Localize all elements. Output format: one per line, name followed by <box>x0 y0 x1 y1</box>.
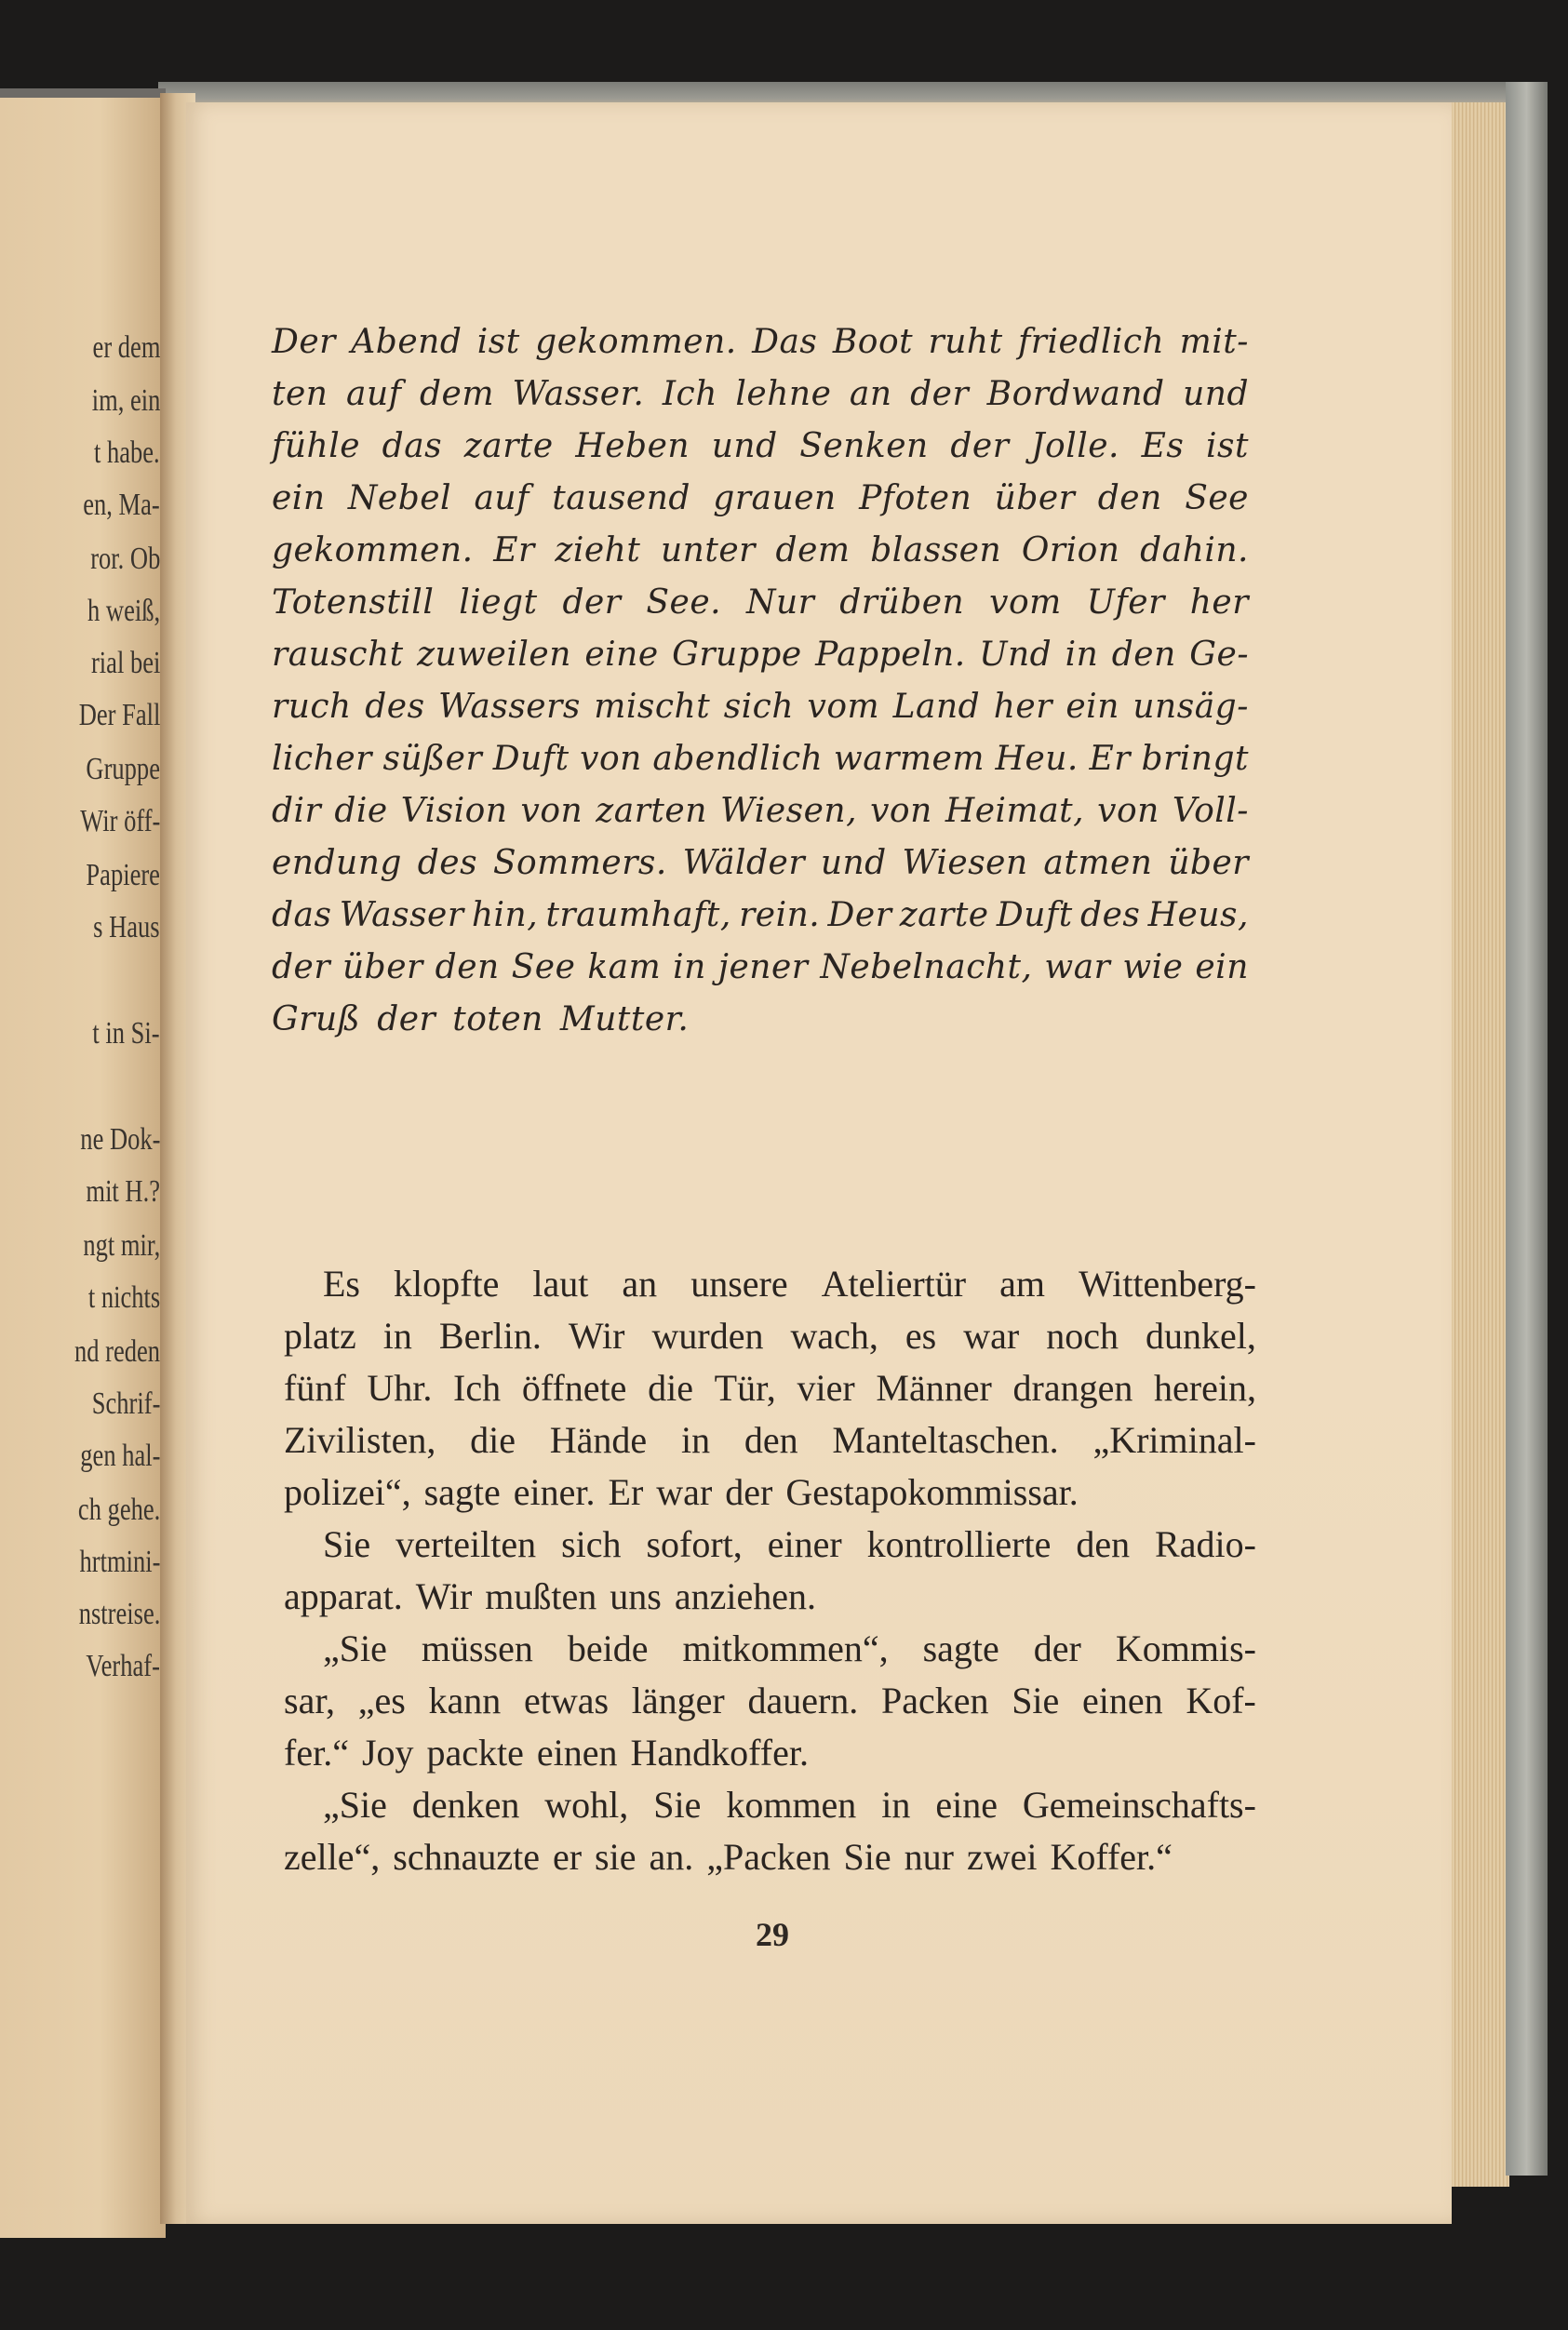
left-page-line: t nichts <box>87 1280 160 1315</box>
text-line: ein Nebel auf tausend grauen Pfoten über den See <box>272 479 1249 517</box>
book-cover-edge <box>1506 82 1548 2176</box>
left-page-line: Papiere <box>86 858 160 892</box>
text-line: dir die Vision von zarten Wiesen, von Heimat, von Voll- <box>272 792 1249 830</box>
left-page-line: nd reden <box>74 1334 160 1369</box>
text-line: licher süßer Duft von abendlich warmem Heu. Er bringt <box>272 740 1249 778</box>
text-line: ruch des Wassers mischt sich vom Land her ein unsäg- <box>272 688 1249 726</box>
page-number: 29 <box>756 1916 789 1953</box>
text-line: Zivilisten, die Hände in den Manteltaschen. „Kriminal- <box>284 1419 1256 1461</box>
text-line: der über den See kam in jener Nebelnacht, war wie ein <box>272 948 1249 986</box>
text-line: sar, „es kann etwas länger dauern. Packen Sie einen Kof- <box>284 1680 1256 1721</box>
left-page-line: hrtmini- <box>79 1545 160 1579</box>
left-page-line: mit H.? <box>86 1174 160 1209</box>
left-page-line: Wir öff- <box>79 804 160 838</box>
text-line: polizei“, sagte einer. Er war der Gestapokommissar. <box>284 1471 1079 1513</box>
text-line: fer.“ Joy packte einen Handkoffer. <box>284 1732 809 1774</box>
text-line: platz in Berlin. Wir wurden wach, es war noch dunkel, <box>284 1315 1256 1357</box>
left-page-line: ngt mir, <box>83 1228 160 1263</box>
italic-paragraph <box>272 316 1249 1046</box>
text-line: fühle das zarte Heben und Senken der Jolle. Es ist <box>272 427 1249 465</box>
left-page-line: er dem <box>92 330 160 365</box>
text-line: rauscht zuweilen eine Gruppe Pappeln. Und in den Ge- <box>272 636 1249 674</box>
text-line: Der Abend ist gekommen. Das Boot ruht friedlich mit- <box>272 323 1249 361</box>
left-page-line: ch gehe. <box>77 1493 160 1527</box>
left-page-line: s Haus <box>93 910 160 944</box>
left-page-line: t in Si- <box>92 1016 160 1051</box>
body-text <box>284 1258 1256 1883</box>
left-page-line: h weiß, <box>87 594 160 628</box>
left-page-line: gen hal- <box>79 1439 160 1473</box>
left-page-line: nstreise. <box>78 1597 160 1631</box>
text-line: fünf Uhr. Ich öffnete die Tür, vier Männer drangen herein, <box>284 1367 1256 1409</box>
left-page-line: Der Fall <box>78 698 160 732</box>
text-line: Gruß der toten Mutter. <box>272 1000 690 1038</box>
text-line: Totenstill liegt der See. Nur drüben vom Ufer her <box>272 583 1249 622</box>
text-line: gekommen. Er zieht unter dem blassen Orion dahin. <box>272 531 1249 569</box>
left-page-line: rial bei <box>90 646 160 680</box>
left-page-line: ror. Ob <box>89 542 160 576</box>
text-line: apparat. Wir mußten uns anziehen. <box>284 1575 816 1617</box>
left-page-line: t habe. <box>94 435 160 470</box>
text-line: „Sie müssen beide mitkommen“, sagte der Kommis- <box>323 1627 1256 1669</box>
text-line: endung des Sommers. Wälder und Wiesen atmen über <box>272 844 1249 882</box>
text-line: zelle“, schnauzte er sie an. „Packen Sie nur zwei Koffer.“ <box>284 1836 1173 1878</box>
left-page-line: Schrif- <box>91 1386 160 1421</box>
text-line: ten auf dem Wasser. Ich lehne an der Bordwand und <box>272 375 1249 413</box>
left-page-line: Gruppe <box>86 752 160 786</box>
text-line: Sie verteilten sich sofort, einer kontrollierte den Radio- <box>323 1523 1256 1565</box>
left-page-line: Verhaf- <box>86 1649 160 1683</box>
text-line: Es klopfte laut an unsere Ateliertür am Wittenberg- <box>323 1263 1256 1305</box>
text-line: das Wasser hin, traumhaft, rein. Der zarte Duft des Heus, <box>272 896 1249 934</box>
page-fore-edge <box>1452 102 1509 2187</box>
left-page-line: en, Ma- <box>83 488 160 522</box>
text-line: „Sie denken wohl, Sie kommen in eine Gemeinschafts- <box>323 1784 1256 1826</box>
left-page-line: ne Dok- <box>79 1122 160 1157</box>
left-page-line: im, ein <box>91 383 160 418</box>
